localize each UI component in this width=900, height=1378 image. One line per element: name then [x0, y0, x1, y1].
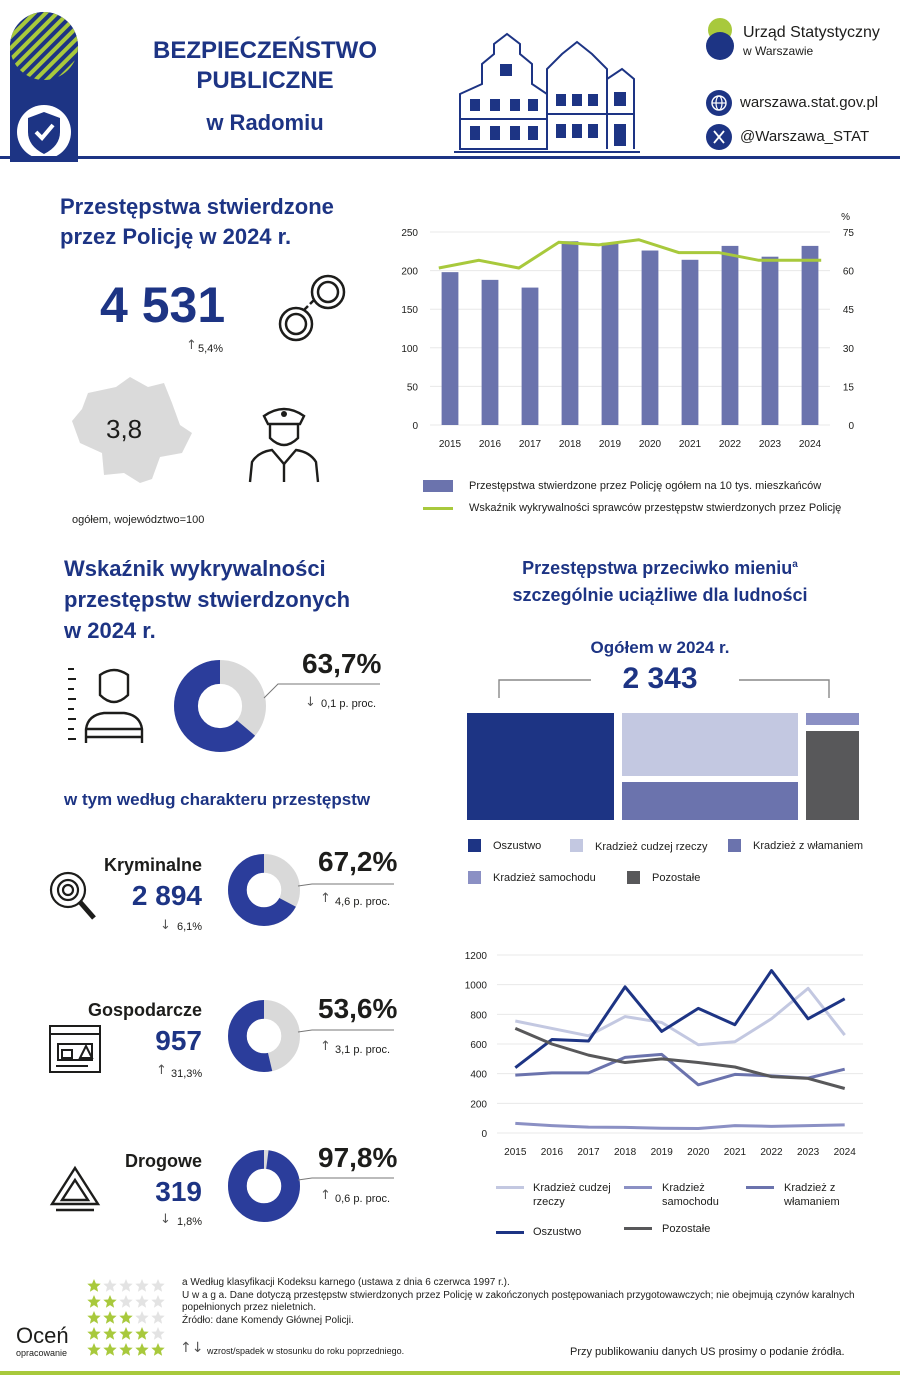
org-sub: w Warszawie — [743, 44, 814, 58]
x-tick-label: 2021 — [723, 1147, 747, 1158]
website-link[interactable]: warszawa.stat.gov.pl — [740, 94, 879, 111]
line-legend-label-oszustwo: Oszustwo — [533, 1226, 582, 1238]
star-icon — [135, 1279, 148, 1292]
org-name: Urząd Statystyczny — [743, 24, 880, 41]
legend-swatch-kradziez-samochodu — [468, 871, 481, 884]
category-pct-kryminalne: 67,2% — [318, 846, 398, 877]
star-icon — [87, 1343, 100, 1356]
donut-kryminalne — [228, 854, 300, 926]
legend-line-swatch — [423, 507, 453, 510]
footnote-source: Źródło: dane Komendy Głównej Policji. — [182, 1315, 354, 1326]
y-tick-label: 50 — [406, 382, 418, 394]
treemap-title-line1 — [440, 558, 880, 579]
header-divider — [0, 156, 900, 159]
x-logo-icon — [706, 124, 732, 150]
treemap-total-value: 2 343 — [622, 662, 698, 695]
category-value-drogowe: 319 — [155, 1176, 202, 1207]
y-tick-label: 200 — [470, 1099, 487, 1111]
line-legend-label-cudzej: Kradzież cudzej rzeczy — [533, 1182, 611, 1208]
category-pct-change-drogowe: 0,6 p. proc. — [335, 1193, 391, 1205]
section1-index-note: ogółem, województwo=100 — [72, 514, 205, 526]
y-tick-label: 250 — [401, 228, 418, 239]
publish-note: Przy publikowaniu danych US prosimy o podanie źródła. — [570, 1346, 845, 1358]
x-tick-label: 2015 — [438, 439, 462, 450]
category-change-drogowe: 1,8% — [177, 1216, 203, 1228]
line-legend-label-pozostale: Pozostałe — [662, 1223, 711, 1235]
bar — [602, 243, 619, 425]
y-tick-label: 1200 — [464, 951, 487, 962]
y2-tick-label: 60 — [842, 266, 854, 278]
us-logo-icon — [700, 16, 740, 64]
globe-icon — [706, 90, 732, 116]
star-icon — [119, 1311, 132, 1324]
legend-label-kradziez-cudzej: Kradzież cudzej rzeczy — [595, 841, 708, 853]
y-tick-label: 0 — [412, 421, 418, 432]
legend-bar-label: Przestępstwa stwierdzone przez Policję ogółem na 10 tys. mieszkańców — [469, 480, 822, 492]
star-icon — [135, 1311, 148, 1324]
footer-accent-bar — [0, 1371, 900, 1375]
y2-tick-label: 15 — [842, 382, 854, 394]
arrow-up-icon: ↑ — [320, 1188, 331, 1203]
y2-unit-label: % — [841, 212, 850, 223]
shield-check-icon — [10, 12, 78, 162]
arrow-up-icon: ↑ — [186, 338, 197, 353]
x-tick-label: 2023 — [758, 439, 782, 450]
header-title-line2: PUBLICZNE — [196, 67, 334, 94]
category-pct-change-gospodarcze: 3,1 p. proc. — [335, 1044, 391, 1056]
x-tick-label: 2024 — [798, 439, 822, 450]
y2-tick-label: 45 — [842, 305, 854, 317]
section2-title-line2: przestępstw stwierdzonych — [64, 587, 351, 612]
star-icon — [119, 1343, 132, 1356]
footnote-a: a Według klasyfikacji Kodeksu karnego (ustawa z dnia 6 czerwca 1997 r.). — [182, 1277, 510, 1288]
suspect-icon — [64, 665, 148, 745]
arrow-down-icon: ↓ — [160, 1212, 171, 1227]
bar — [682, 260, 699, 425]
bar — [442, 272, 459, 425]
y2-tick-label: 0 — [848, 421, 854, 432]
arrow-up-icon: ↑ — [320, 891, 331, 906]
star-icon — [103, 1279, 116, 1292]
footnote-uwaga: U w a g a. Dane dotyczą przestępstw stwierdzonych przez Policję w zakończonych postępowaniach przygotowawczych; nie obejmują czynów karalnych popełnionych przez nieletnich. — [182, 1290, 855, 1313]
star-icon — [151, 1327, 164, 1340]
y-tick-label: 600 — [470, 1040, 487, 1051]
series-line — [515, 988, 844, 1044]
line-legend-swatch-cudzej — [496, 1186, 524, 1189]
rate-title[interactable]: Oceń — [16, 1323, 69, 1348]
section1-title-line1: Przestępstwa stwierdzone — [60, 194, 334, 219]
line-legend-swatch-pozostale — [624, 1227, 652, 1230]
star-icon — [135, 1343, 148, 1356]
bar — [482, 280, 499, 425]
treemap-total-label: Ogółem w 2024 r. — [590, 638, 730, 657]
donut-fill — [237, 1159, 290, 1212]
chart-crimes-bar — [390, 205, 880, 465]
legend-label-pozostale: Pozostałe — [652, 872, 701, 884]
donut-gospodarcze — [228, 1000, 300, 1072]
star-icon — [151, 1279, 164, 1292]
arrow-down-icon: ↓ — [305, 695, 316, 710]
x-tick-label: 2020 — [687, 1147, 710, 1158]
arrow-up-down-icon: ↑↓ — [180, 1340, 204, 1356]
section3-title: w tym według charakteru przestępstw — [64, 790, 371, 809]
x-tick-label: 2015 — [504, 1147, 527, 1158]
section2-title-line3: w 2024 r. — [64, 618, 156, 643]
section2-pct: 63,7% — [302, 648, 382, 679]
line-legend-label-wlamanie: Kradzież z włamaniem — [784, 1182, 840, 1208]
series-line — [515, 1123, 844, 1128]
legend-swatch-kradziez-cudzej — [570, 839, 583, 852]
category-label-drogowe: Drogowe — [124, 1151, 202, 1171]
arrow-up-icon: ↑ — [320, 1039, 331, 1054]
header-badge — [10, 12, 78, 162]
star-icon — [119, 1279, 132, 1292]
category-pct-drogowe: 97,8% — [318, 1142, 398, 1173]
legend-swatch-pozostale — [627, 871, 640, 884]
treemap-title-line2: szczególnie uciążliwe dla ludności — [512, 585, 808, 605]
y-tick-label: 400 — [470, 1069, 487, 1081]
line-legend-swatch-wlamanie — [746, 1186, 774, 1189]
y-tick-label: 800 — [470, 1010, 487, 1022]
chart-property-crimes-lines — [455, 945, 875, 1160]
line-legend-swatch-oszustwo — [496, 1231, 524, 1234]
section1-total-change: 5,4% — [198, 343, 224, 355]
line-legend-swatch-samochodu — [624, 1186, 652, 1189]
footnote-arrows: wzrost/spadek w stosunku do roku poprzedniego. — [207, 1346, 405, 1356]
line-legend-label-samochodu: Kradzież samochodu — [662, 1182, 719, 1208]
x-tick-label: 2018 — [558, 439, 582, 450]
legend-label-oszustwo: Oszustwo — [493, 840, 542, 852]
y2-tick-label: 75 — [842, 228, 854, 239]
handcuffs-icon — [272, 270, 352, 346]
x-tick-label: 2023 — [796, 1147, 820, 1158]
bar — [722, 246, 739, 425]
us-logo — [700, 16, 740, 69]
category-value-kryminalne: 2 894 — [131, 880, 202, 911]
star-icon — [151, 1295, 164, 1308]
star-icon — [103, 1295, 116, 1308]
category-value-gospodarcze: 957 — [155, 1025, 202, 1056]
star-icon — [135, 1327, 148, 1340]
town-hall-icon — [452, 24, 642, 156]
star-icon — [87, 1295, 100, 1308]
donut-leader-line — [262, 680, 382, 700]
x-tick-label: 2016 — [540, 1147, 564, 1158]
category-pct-gospodarcze: 53,6% — [318, 993, 398, 1024]
treemap-title-text: Przestępstwa przeciwko mieniu — [522, 558, 793, 578]
star-icon — [87, 1311, 100, 1324]
category-pct-change-kryminalne: 4,6 p. proc. — [335, 896, 391, 908]
x-tick-label: 2024 — [833, 1147, 856, 1158]
bar — [762, 257, 779, 425]
x-tick-label: 2016 — [478, 439, 502, 450]
series-line — [515, 1054, 844, 1084]
treemap-block-kradziez-samochodu — [806, 713, 859, 725]
category-change-gospodarcze: 31,3% — [171, 1068, 203, 1080]
arrow-up-icon: ↑ — [156, 1063, 167, 1078]
y-tick-label: 0 — [481, 1129, 487, 1140]
treemap-block-pozostale — [806, 731, 859, 820]
header-subtitle: w Radomiu — [206, 110, 324, 135]
y-tick-label: 1000 — [464, 980, 487, 992]
series-line — [515, 1028, 844, 1088]
star-icon — [103, 1327, 116, 1340]
legend-swatch-kradziez-wlamanie — [728, 839, 741, 852]
treemap-block-kradziez-cudzej — [622, 713, 798, 776]
treemap-title-sup: a — [792, 559, 798, 570]
bar — [562, 241, 579, 425]
bar — [802, 246, 819, 425]
x-tick-label: 2019 — [598, 439, 622, 450]
star-icon — [87, 1327, 100, 1340]
treemap-block-oszustwo — [467, 713, 614, 820]
x-tick-label: 2017 — [518, 439, 542, 450]
x-tick-label: 2019 — [650, 1147, 673, 1158]
star-icon — [151, 1311, 164, 1324]
section2-title-line1: Wskaźnik wykrywalności — [64, 556, 326, 581]
x-tick-label: 2022 — [718, 439, 742, 450]
star-icon — [87, 1279, 100, 1292]
legend-label-kradziez-samochodu: Kradzież samochodu — [493, 872, 596, 884]
category-label-gospodarcze: Gospodarcze — [87, 1000, 202, 1020]
police-officer-icon — [244, 398, 324, 484]
legend-swatch-oszustwo — [468, 839, 481, 852]
arrow-down-icon: ↓ — [160, 918, 171, 933]
section1-total: 4 531 — [100, 277, 226, 333]
y-tick-label: 200 — [401, 266, 418, 278]
star-icon — [103, 1343, 116, 1356]
legend-line-label: Wskaźnik wykrywalności sprawców przestępstw stwierdzonych przez Policję — [469, 502, 842, 514]
legend-bar-swatch — [423, 480, 453, 492]
social-link[interactable]: @Warszawa_STAT — [740, 128, 870, 145]
section1-title-line2: przez Policję w 2024 r. — [60, 224, 292, 249]
section2-change: 0,1 p. proc. — [321, 698, 377, 710]
rating-stars-icon[interactable] — [86, 1278, 168, 1360]
legend-label-kradziez-wlamanie: Kradzież z włamaniem — [753, 840, 864, 852]
category-change-kryminalne: 6,1% — [177, 921, 203, 933]
y-tick-label: 100 — [401, 343, 418, 355]
treemap-block-kradziez-wlamanie — [622, 782, 798, 820]
y2-tick-label: 30 — [842, 343, 854, 355]
x-tick-label: 2020 — [638, 439, 662, 450]
star-icon — [103, 1311, 116, 1324]
x-tick-label: 2022 — [760, 1147, 783, 1158]
bar — [522, 288, 539, 425]
x-tick-label: 2018 — [613, 1147, 637, 1158]
donut-drogowe — [228, 1150, 300, 1222]
bar — [642, 251, 659, 425]
header-title-line1: BEZPIECZEŃSTWO — [152, 37, 377, 64]
star-icon — [135, 1295, 148, 1308]
x-tick-label: 2021 — [678, 439, 702, 450]
x-tick-label: 2017 — [577, 1147, 600, 1158]
treemap-bracket — [495, 676, 835, 700]
star-icon — [119, 1295, 132, 1308]
section1-index-value: 3,8 — [106, 414, 143, 444]
star-icon — [151, 1343, 164, 1356]
detection-donut — [174, 660, 266, 752]
star-icon — [119, 1327, 132, 1340]
rate-sub: opracowanie — [16, 1348, 68, 1358]
category-label-kryminalne: Kryminalne — [103, 855, 202, 875]
y-tick-label: 150 — [401, 305, 418, 317]
